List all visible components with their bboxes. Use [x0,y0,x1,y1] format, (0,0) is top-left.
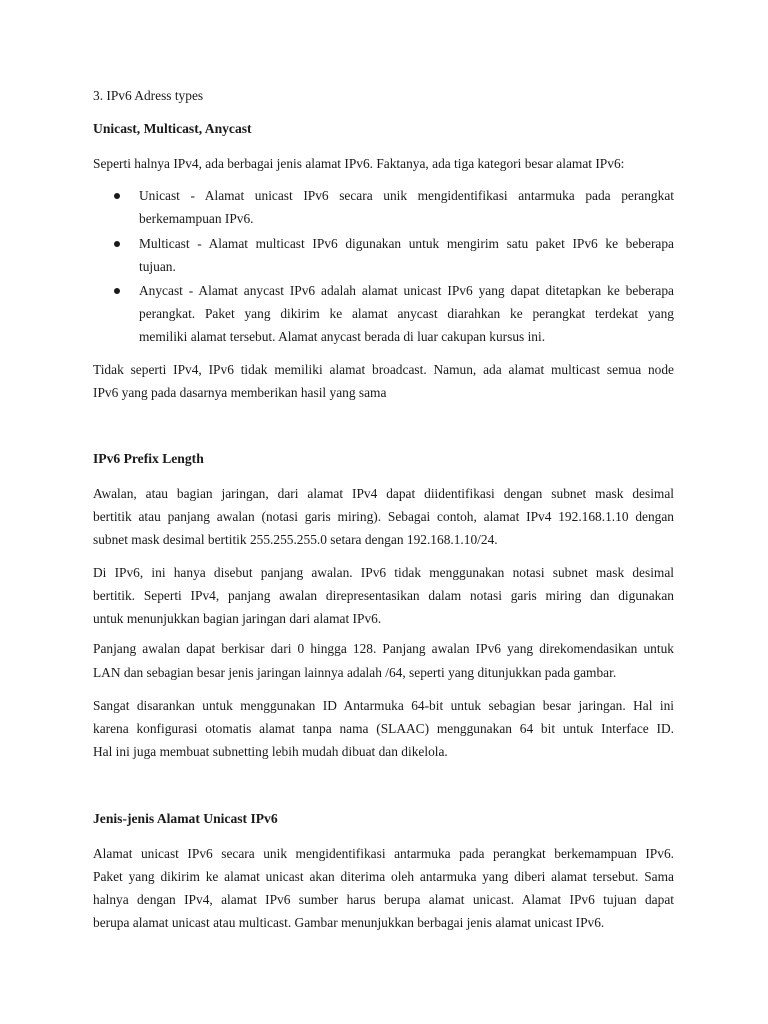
prefix-paragraph-1-line-3: subnet mask desimal bertitik 255.255.255.0 setara dengan 192.168.1.10/24. [93,532,498,547]
prefix-paragraph-4-line-1: Sangat disarankan untuk menggunakan ID Antarmuka 64-bit untuk sebagian besar jaringan. Hal ini [93,698,674,713]
list-item-unicast-line-2: berkemampuan IPv6. [139,211,254,226]
list-item-multicast-line-2: tujuan. [139,259,176,274]
prefix-paragraph-2-line-1: Di IPv6, ini hanya disebut panjang awalan. IPv6 tidak menggunakan notasi subnet mask desimal [93,565,674,580]
section-title: 3. IPv6 Adress types [93,88,204,103]
heading-unicast-types: Jenis-jenis Alamat Unicast IPv6 [93,811,278,826]
prefix-paragraph-4-line-2: karena konfigurasi otomatis alamat tanpa nama (SLAAC) menggunakan 64 bit untuk Interface ID. [93,721,674,736]
prefix-paragraph-1-line-1: Awalan, atau bagian jaringan, dari alamat IPv4 dapat diidentifikasi dengan subnet mask desimal [93,486,674,501]
bullet-dot-icon [114,241,120,247]
prefix-paragraph-4-line-3: Hal ini juga membuat subnetting lebih mudah dibuat dan dikelola. [93,744,448,759]
bullet-dot-icon [114,288,120,294]
unicast-paragraph-line-2: Paket yang dikirim ke alamat unicast akan diterima oleh antarmuka yang diberi alamat tersebut. Sama [93,869,674,884]
bullet-dot-icon [114,193,120,199]
heading-unicast-multicast-anycast: Unicast, Multicast, Anycast [93,121,252,136]
broadcast-paragraph-line-2: IPv6 yang pada dasarnya memberikan hasil yang sama [93,385,387,400]
unicast-paragraph-line-4: berupa alamat unicast atau multicast. Gambar menunjukkan berbagai jenis alamat unicast IPv6. [93,915,605,930]
list-item-anycast-line-1: Anycast - Alamat anycast IPv6 adalah alamat unicast IPv6 yang dapat ditetapkan ke beberapa [139,283,674,298]
prefix-paragraph-1-line-2: bertitik atau panjang awalan (notasi garis miring). Sebagai contoh, alamat IPv4 192.168.1.10 dengan [93,509,674,524]
prefix-paragraph-2-line-3: untuk menunjukkan bagian jaringan dari alamat IPv6. [93,611,382,626]
prefix-paragraph-3-line-2: LAN dan sebagian besar jenis jaringan lainnya adalah /64, seperti yang ditunjukkan pada gambar. [93,665,617,680]
unicast-paragraph-line-1: Alamat unicast IPv6 secara unik mengidentifikasi antarmuka pada perangkat berkemampuan IPv6. [93,846,674,861]
list-item-anycast-line-3: memiliki alamat tersebut. Alamat anycast berada di luar cakupan kursus ini. [139,329,546,344]
prefix-paragraph-3-line-1: Panjang awalan dapat berkisar dari 0 hingga 128. Panjang awalan IPv6 yang direkomendasikan untuk [93,641,674,656]
list-item-multicast-line-1: Multicast - Alamat multicast IPv6 digunakan untuk mengirim satu paket IPv6 ke beberapa [139,236,674,251]
unicast-paragraph-line-3: halnya dengan IPv4, alamat IPv6 sumber harus berupa alamat unicast. Alamat IPv6 tujuan dapat [93,892,674,907]
prefix-paragraph-2-line-2: bertitik. Seperti IPv4, panjang awalan direpresentasikan dalam notasi garis miring dan digunakan [93,588,674,603]
heading-ipv6-prefix-length: IPv6 Prefix Length [93,451,204,466]
broadcast-paragraph-line-1: Tidak seperti IPv4, IPv6 tidak memiliki alamat broadcast. Namun, ada alamat multicast semua node [93,362,674,377]
intro-paragraph: Seperti halnya IPv4, ada berbagai jenis alamat IPv6. Faktanya, ada tiga kategori besar alamat IPv6: [93,156,625,171]
list-item-anycast-line-2: perangkat. Paket yang dikirim ke alamat anycast diarahkan ke perangkat terdekat yang [139,306,674,321]
list-item-unicast-line-1: Unicast - Alamat unicast IPv6 secara unik mengidentifikasi antarmuka pada perangkat [139,188,674,203]
